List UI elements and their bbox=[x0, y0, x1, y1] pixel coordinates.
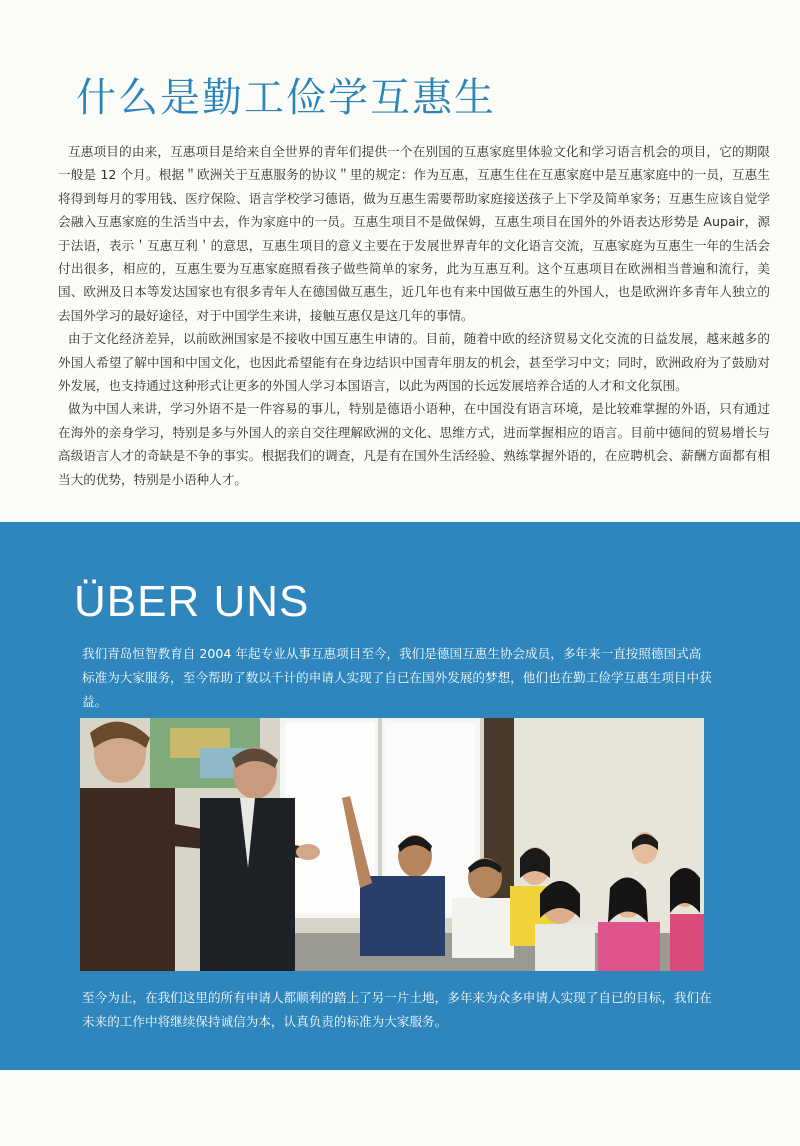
paragraph-3: 做为中国人来讲，学习外语不是一件容易的事儿，特别是德语小语种，在中国没有语言环境，是比较难掌握的外语，只有通过在海外的亲身学习，特别是多与外国人的亲自交往理解欧洲的文化、思维方式，进而掌握相应的语言。目前中德间的贸易增长与高级语言人才的奇缺是不争的事实。根据我们的调查，凡是有在国外生活经验、熟练掌握外语的，在应聘机会、薪酬方面都有相当大的优势，特别是小语种人才。 bbox=[58, 401, 770, 487]
about-us-outro: 至今为止，在我们这里的所有申请人都顺利的踏上了另一片土地，多年来为众多申请人实现了自已的目标，我们在未来的工作中将继续保持诚信为本，认真负责的标准为大家服务。 bbox=[82, 990, 712, 1029]
paragraph-2: 由于文化经济差异，以前欧洲国家是不接收中国互惠生申请的。目前，随着中欧的经济贸易文化交流的日益发展，越来越多的外国人希望了解中国和中国文化，也因此希望能有在身边结识中国青年朋友的机会，甚至学习中文；同时，欧洲政府为了鼓励对外发展，也支持通过这种形式让更多的外国人学习本国语言，以此为两国的长远发展培养合适的人才和文化氛围。 bbox=[58, 331, 770, 394]
paragraph-1: 互惠项目的由来，互惠项目是给来自全世界的青年们提供一个在别国的互惠家庭里体验文化和学习语言机会的项目，它的期限一般是 12 个月。根据＂欧洲关于互惠服务的协议＂里的规定：作为互惠，互惠生住在互惠家庭中是互惠家庭中的一员，互惠生将得到每月的零用钱、医疗保险、语言学校学习德语，做为互惠生需要帮助家庭接送孩子上下学及简单家务；互惠生应该自觉学会融入互惠家庭的生活当中去，作为家庭中的一员。互惠生项目不是做保姆，互惠生项目在国外的外语表达形势是 Aupair，源于法语，表示＇互惠互利＇的意思，互惠生项目的意义主要在于发展世界青年的文化语言交流，互惠家庭为互惠生一年的生活会付出很多，相应的，互惠生要为互惠家庭照看孩子做些简单的家务，此为互惠互利。这个互惠项目在欧洲相当普遍和流行，美国、欧洲及日本等发达国家也有很多青年人在德国做互惠生，近几年也有来中国做互惠生的外国人，也是欧洲许多青年人独立的去国外学习的最好途径，对于中国学生来讲，接触互惠仅是这几年的事情。 bbox=[58, 144, 770, 323]
about-us-title: ÜBER UNS bbox=[74, 577, 310, 626]
article-body bbox=[58, 140, 770, 491]
intro-section bbox=[0, 0, 800, 522]
classroom-photo bbox=[80, 718, 704, 971]
page-footer-space bbox=[0, 1070, 800, 1146]
about-us-intro: 我们青岛恒智教育自 2004 年起专业从事互惠项目至今，我们是德国互惠生协会成员，多年来一直按照德国式高标准为大家服务，至今帮助了数以千计的申请人实现了自已在国外发展的梦想，他们也在勤工俭学互惠生项目中获益。 bbox=[82, 646, 712, 709]
classroom-photo-icon bbox=[80, 718, 704, 971]
about-us-section bbox=[0, 522, 800, 1070]
page-title: 什么是勤工俭学互惠生 bbox=[76, 75, 496, 121]
